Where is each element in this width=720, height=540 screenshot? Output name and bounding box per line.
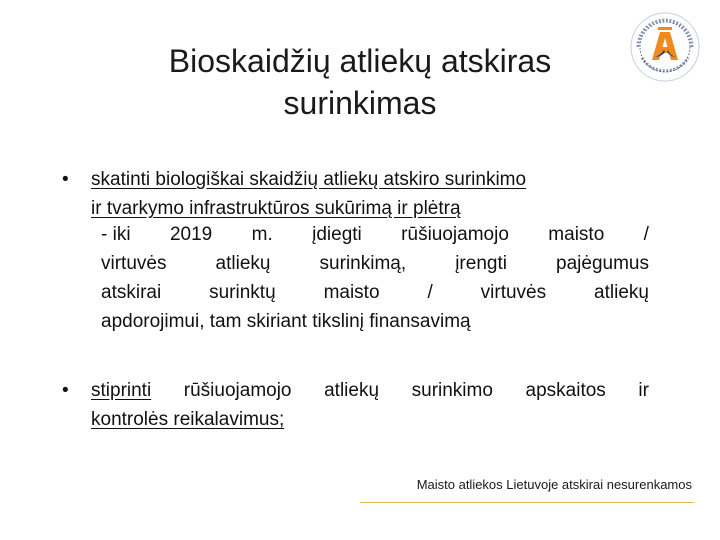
sub-line-1: - iki 2019 m. įdiegti rūšiuojamojo maisto / [101, 224, 649, 245]
sub-line-3: atskirai surinktų maisto / virtuvės atliekų [101, 282, 649, 303]
sub-line-2: virtuvės atliekų surinkimą, įrengti pajėgumus [101, 253, 649, 274]
ministry-of-environment-seal-icon [628, 10, 702, 84]
bullet-marker: • [62, 169, 69, 190]
bullet-1-line-1: skatinti biologiškai skaidžių atliekų atskiro surinkimo [91, 169, 527, 190]
slide-title [60, 40, 660, 124]
bullet-marker: • [62, 380, 69, 401]
bullet-2-line-2: kontrolės reikalavimus; [91, 409, 285, 430]
title-line-1: Bioskaidžių atliekų atskiras [168, 43, 552, 79]
bullet-1-subitem [101, 220, 649, 336]
sub-line-4: apdorojimui, tam skiriant tikslinį finansavimą [101, 311, 471, 332]
footer-caption: Maisto atliekos Lietuvoje atskirai nesurenkamos [416, 477, 692, 492]
bullet-1-line-2: ir tvarkymo infrastruktūros sukūrimą ir plėtrą [91, 198, 461, 219]
bullet-2-line-1: stiprinti rūšiuojamojo atliekų surinkimo apskaitos ir [91, 380, 649, 401]
title-line-2: surinkimas [283, 85, 437, 121]
footer-divider [360, 502, 694, 503]
